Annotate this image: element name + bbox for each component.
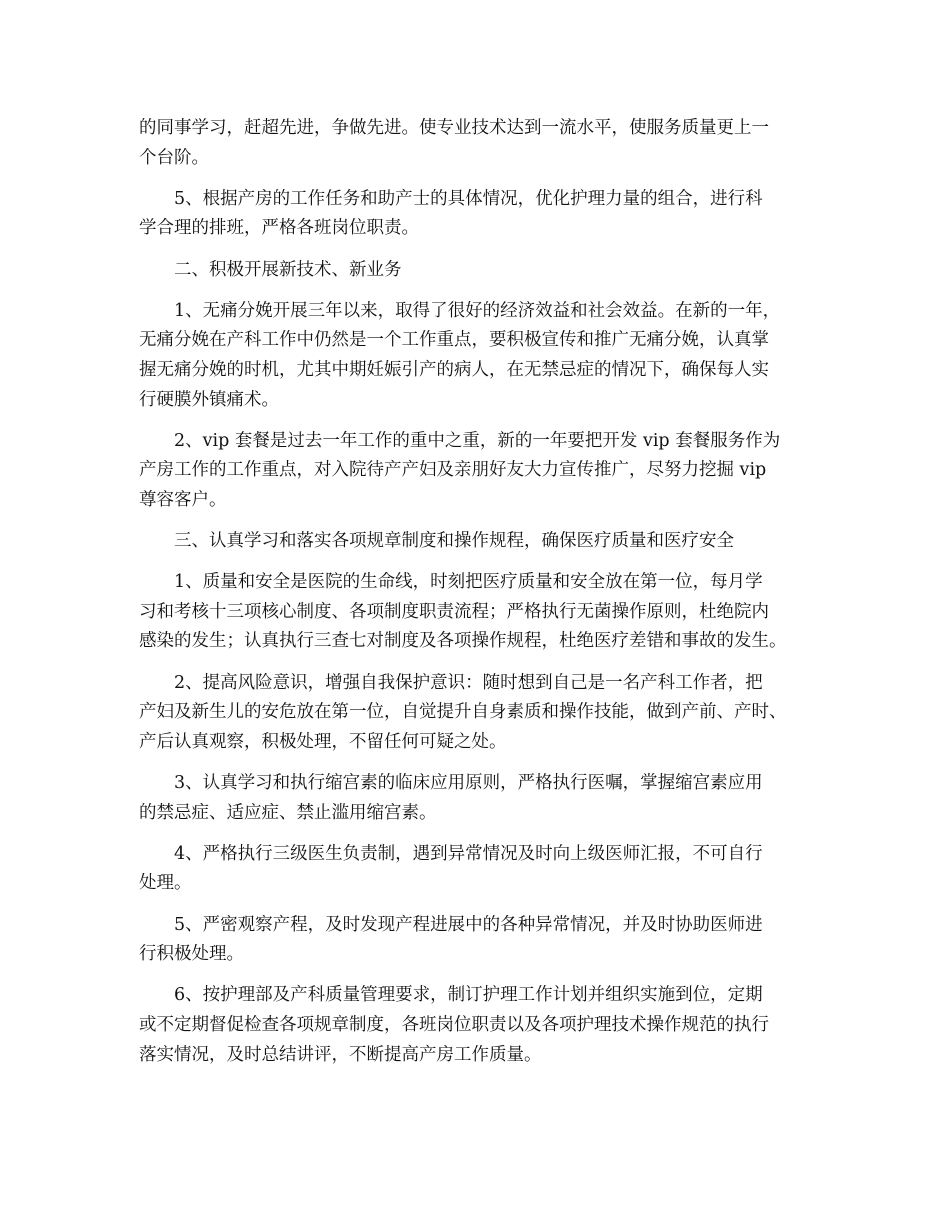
paragraph-10 xyxy=(139,840,829,899)
paragraph-line: 4、严格执行三级医生负责制，遇到异常情况及时向上级医师汇报，不可自行 xyxy=(174,843,763,864)
paragraph-line: 个台阶。 xyxy=(139,147,209,168)
paragraph-11 xyxy=(139,911,829,970)
paragraph-line: 5、根据产房的工作任务和助产士的具体情况，优化护理力量的组合，进行科 xyxy=(174,188,763,209)
paragraph-line: 1、质量和安全是医院的生命线，时刻把医疗质量和安全放在第一位，每月学 xyxy=(174,572,763,593)
paragraph-8 xyxy=(139,669,829,758)
paragraph-line: 产妇及新生儿的安危放在第一位，自觉提升自身素质和操作技能，做到产前、产时、 xyxy=(139,702,787,723)
paragraph-line: 落实情况，及时总结讲评，不断提高产房工作质量。 xyxy=(139,1044,542,1065)
paragraph-line: 6、按护理部及产科质量管理要求，制订护理工作计划并组织实施到位，定期 xyxy=(174,985,763,1006)
paragraph-4 xyxy=(139,297,829,415)
paragraph-5 xyxy=(139,427,829,516)
paragraph-line: 或不定期督促检查各项规章制度，各班岗位职责以及各项护理技术操作规范的执行 xyxy=(139,1014,769,1035)
paragraph-line: 学合理的排班，严格各班岗位职责。 xyxy=(139,218,419,239)
paragraph-line: 的同事学习，赶超先进，争做先进。使专业技术达到一流水平，使服务质量更上一 xyxy=(139,118,769,138)
paragraph-line: 无痛分娩在产科工作中仍然是一个工作重点，要积极宣传和推广无痛分娩，认真掌 xyxy=(139,330,769,351)
paragraph-line: 2、提高风险意识，增强自我保护意识：随时想到自己是一名产科工作者，把 xyxy=(174,672,763,693)
paragraph-line: 握无痛分娩的时机，尤其中期妊娠引产的病人，在无禁忌症的情况下，确保每人实 xyxy=(139,359,769,380)
paragraph-line: 3、认真学习和执行缩宫素的临床应用原则，严格执行医嘱，掌握缩宫素应用 xyxy=(174,773,763,794)
paragraph-7 xyxy=(139,568,829,657)
paragraph-2 xyxy=(139,185,829,244)
section-heading-3 xyxy=(139,527,829,557)
paragraph-line: 2、vip 套餐是过去一年工作的重中之重，新的一年要把开发 vip 套餐服务作为 xyxy=(174,430,781,451)
paragraph-line: 产房工作的工作重点，对入院待产产妇及亲朋好友大力宣传推广，尽努力挖掘 vip xyxy=(139,460,767,481)
paragraph-line: 的禁忌症、适应症、禁止滥用缩宫素。 xyxy=(139,802,437,823)
paragraph-line: 习和考核十三项核心制度、各项制度职责流程；严格执行无菌操作原则，杜绝院内 xyxy=(139,601,769,622)
paragraph-line: 感染的发生；认真执行三查七对制度及各项操作规程，杜绝医疗差错和事故的发生。 xyxy=(139,631,787,652)
document-body xyxy=(139,114,829,1070)
paragraph-line: 1、无痛分娩开展三年以来，取得了很好的经济效益和社会效益。在新的一年， xyxy=(174,300,781,321)
paragraph-line: 5、严密观察产程，及时发现产程进展中的各种异常情况，并及时协助医师进 xyxy=(174,914,763,935)
paragraph-12 xyxy=(139,981,829,1070)
paragraph-1 xyxy=(139,114,829,173)
paragraph-line: 处理。 xyxy=(139,873,192,894)
section-heading: 二、积极开展新技术、新业务 xyxy=(174,259,402,280)
section-heading: 三、认真学习和落实各项规章制度和操作规程，确保医疗质量和医疗安全 xyxy=(174,531,734,552)
paragraph-line: 产后认真观察，积极处理，不留任何可疑之处。 xyxy=(139,731,507,752)
paragraph-line: 行硬膜外镇痛术。 xyxy=(139,389,279,410)
paragraph-9 xyxy=(139,769,829,828)
section-heading-2 xyxy=(139,256,829,286)
paragraph-line: 行积极处理。 xyxy=(139,944,244,965)
paragraph-line: 尊容客户。 xyxy=(139,489,227,510)
